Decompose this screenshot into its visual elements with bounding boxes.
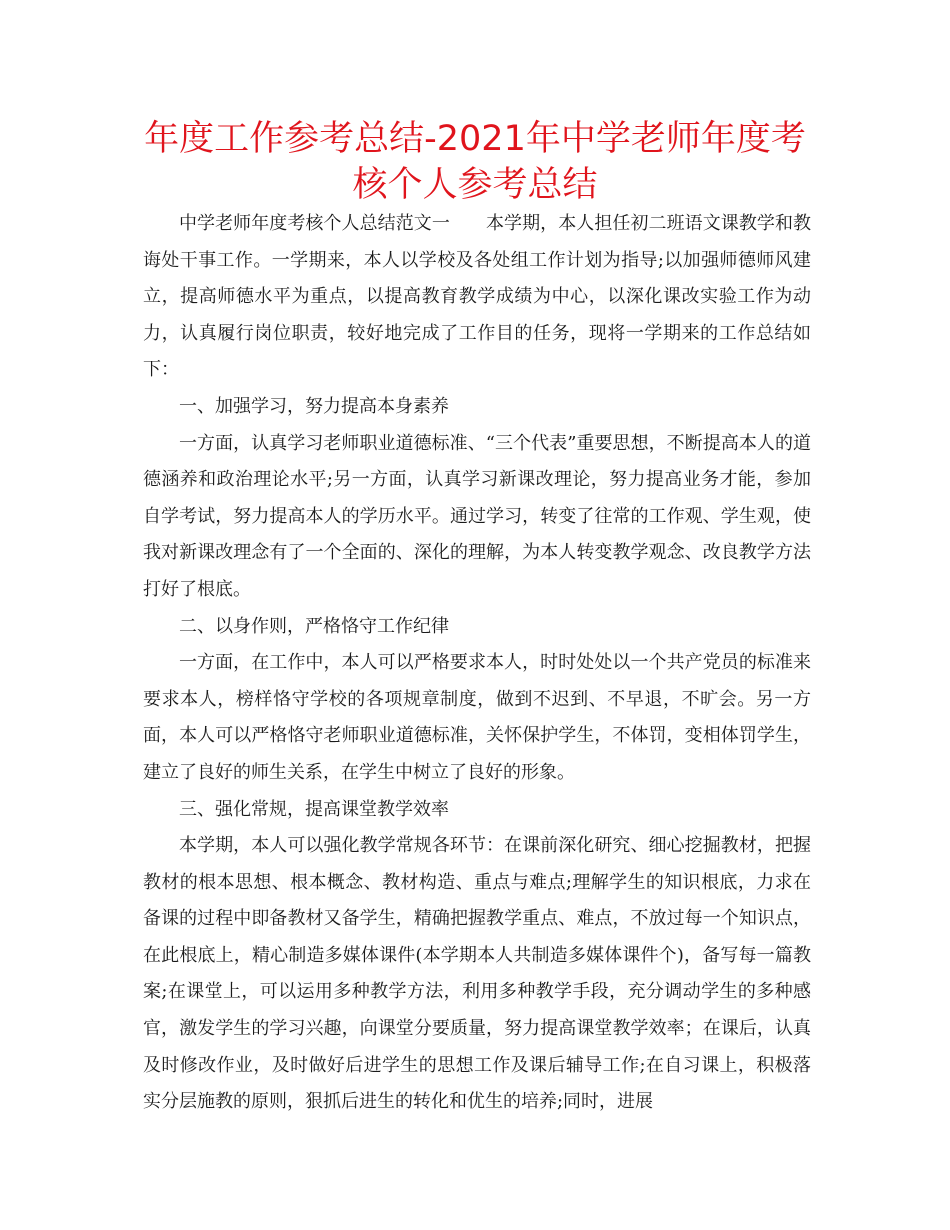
paragraph-intro: 中学老师年度考核个人总结范文一 本学期，本人担任初二班语文课教学和教诲处干事工作。一学期来，本人以学校及各处组工作计划为指导;以加强师德师风建立，提高师德水平为重点，以提高教育教学成绩为中心，以深化课改实验工作为动力，认真履行岗位职责，较好地完成了工作目的任务，现将一学期来的工作总结如下：	[143, 213, 811, 381]
section-heading-3: 三、强化常规，提高课堂教学效率	[179, 798, 449, 820]
section-heading-2: 二、以身作则，严格恪守工作纪律	[179, 615, 449, 637]
document-body	[143, 206, 811, 1121]
document-title: 年度工作参考总结-2021年中学老师年度考核个人参考总结	[144, 119, 806, 205]
paragraph-section-1: 一方面，认真学习老师职业道德标准、“三个代表”重要思想，不断提高本人的道德涵养和政治理论水平;另一方面，认真学习新课改理论，努力提高业务才能，参加自学考试，努力提高本人的学历水平。通过学习，转变了往常的工作观、学生观，使我对新课改理念有了一个全面的、深化的理解，为本人转变教学观念、改良教学方法打好了根底。	[143, 432, 811, 600]
paragraph-section-2: 一方面，在工作中，本人可以严格要求本人，时时处处以一个共产党员的标准来要求本人，榜样恪守学校的各项规章制度，做到不迟到、不早退，不旷会。另一方面，本人可以严格恪守老师职业道德标准，关怀保护学生，不体罚，变相体罚学生，建立了良好的师生关系，在学生中树立了良好的形象。	[143, 652, 811, 783]
section-heading-1: 一、加强学习，努力提高本身素养	[179, 395, 449, 417]
paragraph-section-3: 本学期，本人可以强化教学常规各环节：在课前深化研究、细心挖掘教材，把握教材的根本思想、根本概念、教材构造、重点与难点;理解学生的知识根底，力求在备课的过程中即备教材又备学生，精确把握教学重点、难点，不放过每一个知识点，在此根底上，精心制造多媒体课件(本学期本人共制造多媒体课件个)，备写每一篇教案;在课堂上，可以运用多种教学方法，利用多种教学手段，充分调动学生的多种感官，激发学生的学习兴趣，向课堂分要质量，努力提高课堂教学效率；在课后，认真及时修改作业，及时做好后进学生的思想工作及课后辅导工作;在自习课上，积极落实分层施教的原则，狠抓后进生的转化和优生的培养;同时，进展	[143, 835, 811, 1113]
